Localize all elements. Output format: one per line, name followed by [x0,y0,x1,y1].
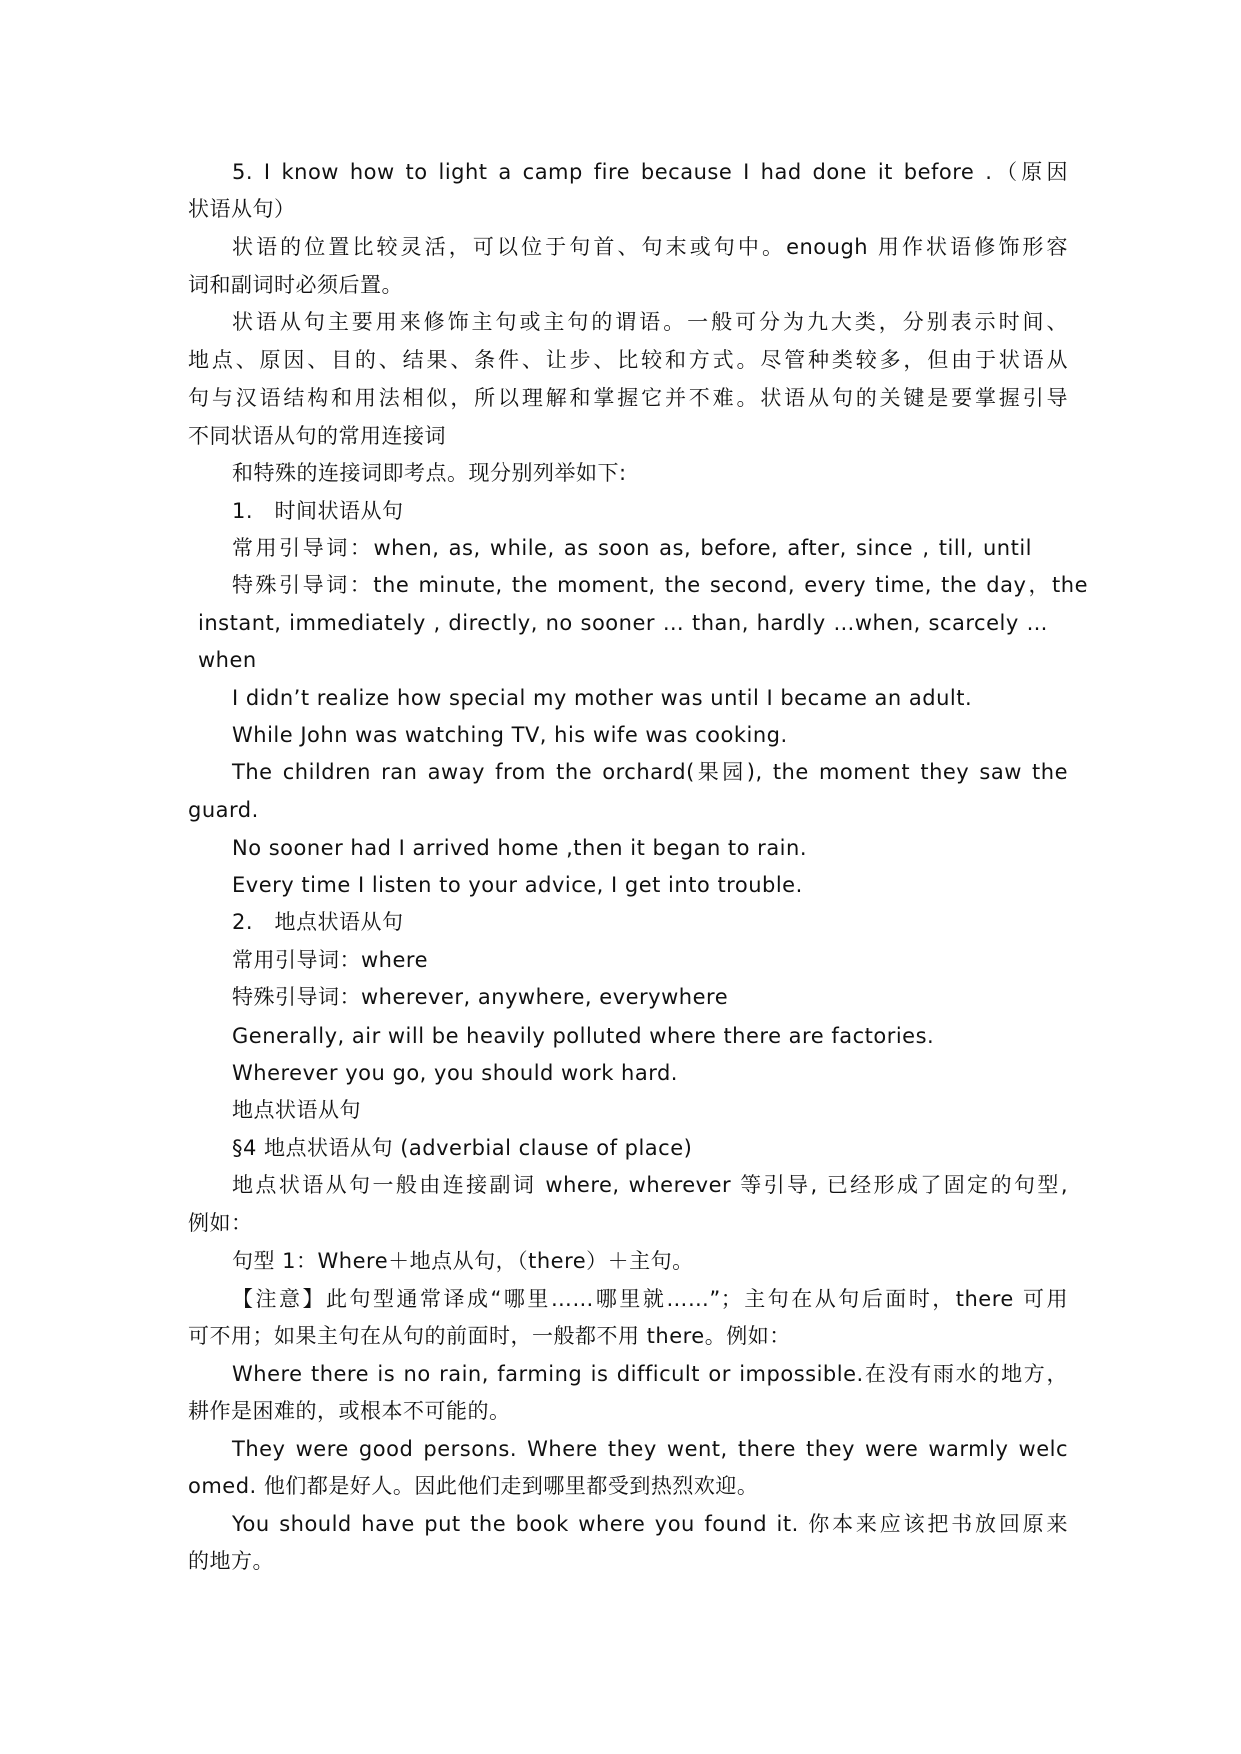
text-line: §4 地点状语从句 (adverbial clause of place) [232,1136,693,1160]
text-line: 5. I know how to light a camp fire because I had done it before .（原因 [232,160,1068,184]
text-line: 和特殊的连接词即考点。现分别列举如下: [232,461,627,485]
example-sentence: guard. [188,798,259,822]
text-line: when [198,648,257,672]
text-line: 常用引导词：where [232,948,428,972]
text-line: 地点、原因、目的、结果、条件、让步、比较和方式。尽管种类较多，但由于状语从 [188,348,1068,372]
example-sentence: The children ran away from the orchard(果园), the moment they saw the [232,760,1068,784]
text-line: 的地方。 [188,1549,274,1573]
text-line: 耕作是困难的，或根本不可能的。 [188,1399,511,1423]
example-sentence: They were good persons. Where they went, there they were warmly welc [232,1437,1068,1461]
example-sentence: While John was watching TV, his wife was cooking. [232,723,788,747]
text-line: 特殊引导词：wherever, anywhere, everywhere [232,985,729,1009]
text-line: 地点状语从句一般由连接副词 where, wherever 等引导, 已经形成了固定的句型, [232,1173,1068,1197]
text-line: 状语从句主要用来修饰主句或主句的谓语。一般可分为九大类，分别表示时间、 [232,310,1068,334]
example-sentence: You should have put the book where you found it. 你本来应该把书放回原来 [232,1512,1068,1536]
text-line: instant, immediately , directly, no sooner … than, hardly …when, scarcely … [198,611,1048,635]
text-line: 句与汉语结构和用法相似，所以理解和掌握它并不难。状语从句的关键是要掌握引导 [188,386,1068,410]
text-line: 不同状语从句的常用连接词 [188,424,446,448]
example-sentence: Generally, air will be heavily polluted where there are factories. [232,1024,935,1048]
text-line: 句型 1：Where＋地点从句，（there）＋主句。 [232,1249,694,1273]
text-line: 词和副词时必须后置。 [188,273,403,297]
text-line: 可不用；如果主句在从句的前面时，一般都不用 there。例如： [188,1324,791,1348]
example-sentence: omed. 他们都是好人。因此他们走到哪里都受到热烈欢迎。 [188,1474,759,1498]
example-sentence: Where there is no rain, farming is difficult or impossible.在没有雨水的地方， [232,1362,1068,1386]
section-heading: 2. 地点状语从句 [232,910,404,934]
text-line: 地点状语从句 [232,1098,361,1122]
text-line: 【注意】此句型通常译成“哪里……哪里就……”；主句在从句后面时，there 可用 [232,1287,1068,1311]
text-line: 例如： [188,1211,253,1235]
text-line: 常用引导词：when, as, while, as soon as, before, after, since , till, until [232,536,1032,560]
example-sentence: Every time I listen to your advice, I get into trouble. [232,873,803,897]
example-sentence: No sooner had I arrived home ,then it began to rain. [232,836,808,860]
text-line: 状语从句） [188,197,296,221]
text-line: 状语的位置比较灵活，可以位于句首、句末或句中。enough 用作状语修饰形容 [232,235,1068,259]
section-heading: 1. 时间状语从句 [232,499,404,523]
example-sentence: Wherever you go, you should work hard. [232,1061,678,1085]
example-sentence: I didn’t realize how special my mother was until I became an adult. [232,686,973,710]
text-line: 特殊引导词：the minute, the moment, the second, every time, the day，the [232,573,1088,597]
